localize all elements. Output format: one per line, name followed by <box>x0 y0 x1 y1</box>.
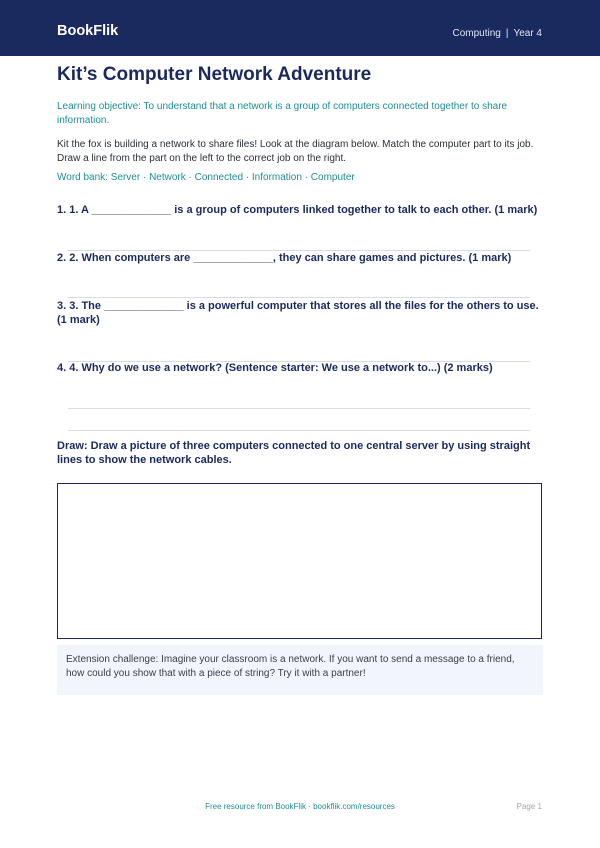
question-3: 3. 3. The _____________ is a powerful computer that stores all the files for the others to use. (1 mark) <box>57 300 539 326</box>
answer-line-4b <box>68 430 530 431</box>
page-title: Kit’s Computer Network Adventure <box>57 64 372 85</box>
learning-objective: Learning objective: To understand that a network is a group of computers connected together to share information. <box>57 101 508 126</box>
question-4: 4. 4. Why do we use a network? (Sentence starter: We use a network to...) (2 marks) <box>57 362 493 374</box>
draw-prompt: Draw: Draw a picture of three computers connected to one central server by using straight lines to show the network cables. <box>57 440 531 466</box>
extension-challenge: Extension challenge: Imagine your classroom is a network. If you want to send a message to a friend, how could you show that with a piece of string? Try it with a partner! <box>57 645 543 695</box>
intro-text: Kit the fox is building a network to share files! Look at the diagram below. Match the computer part to its job. Draw a line from the part on the left to the correct job on the right. <box>57 139 534 164</box>
year-label: Year 4 <box>513 28 542 39</box>
question-1: 1. 1. A _____________ is a group of computers linked together to talk to each other. (1 mark) <box>57 204 538 216</box>
question-2: 2. 2. When computers are _____________, they can share games and pictures. (1 mark) <box>57 252 512 264</box>
footer-text: Free resource from BookFlik · bookflik.com/resources <box>205 802 395 811</box>
header-meta <box>452 28 542 39</box>
meta-separator: | <box>505 28 509 39</box>
word-bank: Word bank: Server · Network · Connected · Information · Computer <box>57 172 355 183</box>
header-bar <box>0 0 600 56</box>
drawing-area[interactable] <box>57 483 542 639</box>
subject-label: Computing <box>452 28 501 39</box>
answer-line-4a <box>68 408 530 409</box>
answer-line-2 <box>68 297 530 298</box>
page-number: Page 1 <box>516 802 542 811</box>
brand-logo: BookFlik <box>57 23 119 39</box>
